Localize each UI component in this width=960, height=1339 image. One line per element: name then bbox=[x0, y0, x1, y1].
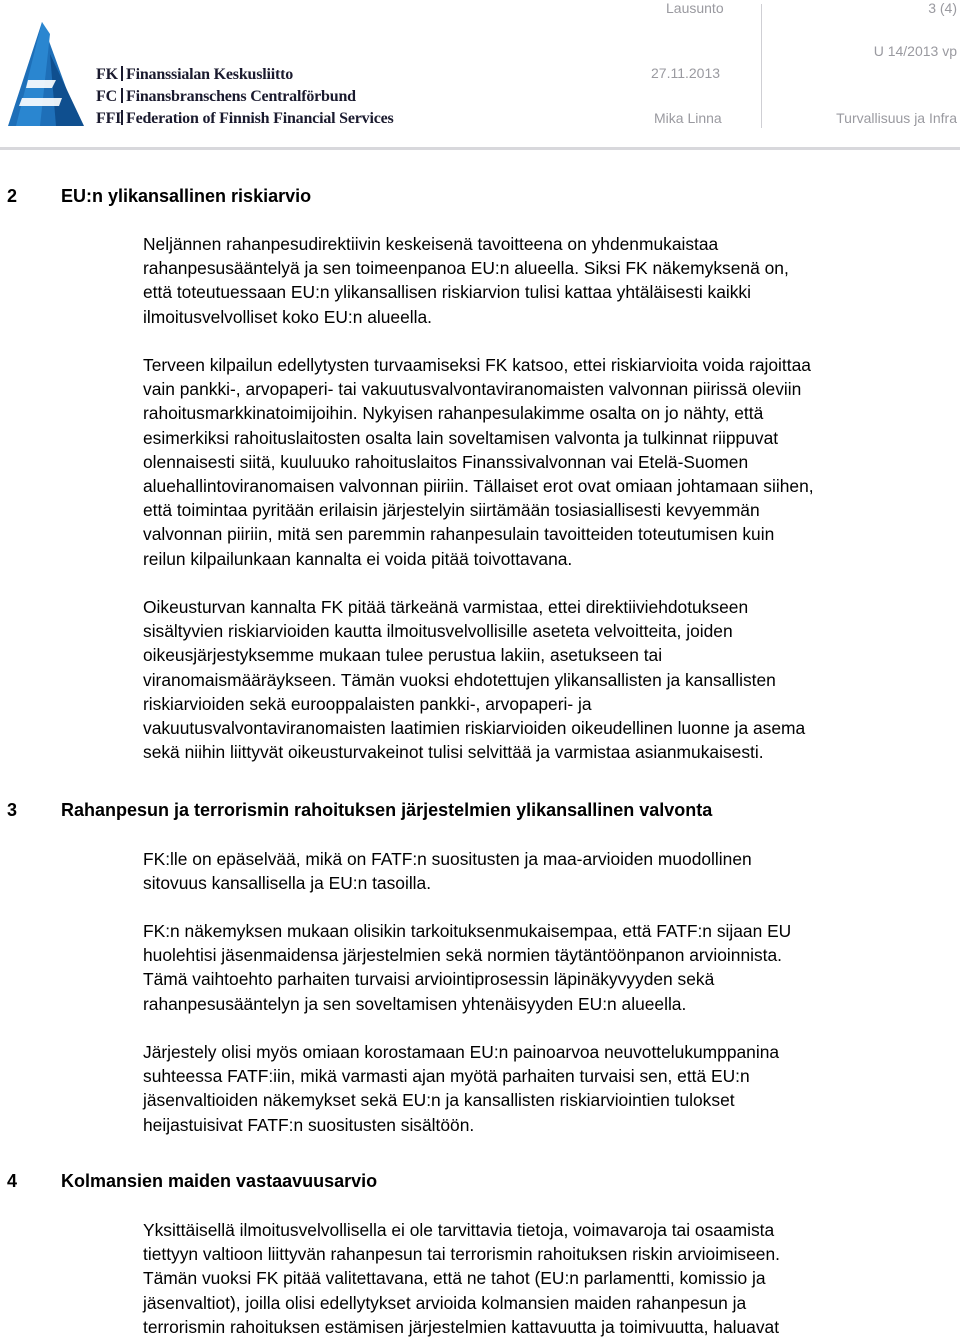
section-number: 4 bbox=[7, 1171, 18, 1191]
document-reference: U 14/2013 vp bbox=[873, 43, 957, 59]
author-name: Mika Linna bbox=[654, 110, 722, 126]
text-line: että toimintaa pyritään erilaisin järjestelyin siirtämään tosiasiallisesti kevyemmän bbox=[143, 500, 760, 521]
text-line: tiettyyn valtioon liittyvän rahanpesun tai terrorismin rahoituksen riskin arvioimiseen. bbox=[143, 1244, 780, 1265]
text-line: FK:lle on epäselvää, mikä on FATF:n suositusten ja maa-arvioiden muodollinen bbox=[143, 849, 752, 869]
text-line: heijastuisivat FATF:n suositusten sisältöön. bbox=[143, 1114, 475, 1135]
text-line: Tämän vuoksi FK pitää valitettavana, että ne tahot (EU:n parlamentti, komissio ja bbox=[143, 1268, 766, 1289]
document-date: 27.11.2013 bbox=[651, 65, 721, 81]
logo-mark-icon bbox=[6, 22, 96, 132]
text-line: aluehallintoviranomaisen valvonnan piiriin. Tällaiset erot ovat omiaan johtamaan siihen, bbox=[143, 476, 814, 497]
text-line: terrorismin rahoituksen estämisen järjestelmien kattavuutta ja toimivuutta, haluavat bbox=[143, 1316, 780, 1337]
text-line: Oikeusturvan kannalta FK pitää tärkeänä varmistaa, ettei direktiiviehdotukseen bbox=[143, 597, 749, 617]
header-divider bbox=[761, 4, 762, 128]
paragraph bbox=[143, 595, 958, 764]
logo-line-fk: FK Finanssialan Keskusliitto bbox=[96, 66, 294, 83]
section-number: 3 bbox=[7, 800, 18, 820]
paragraph bbox=[143, 353, 958, 571]
paragraph bbox=[143, 1218, 958, 1339]
text-line: Neljännen rahanpesudirektiivin keskeisenä tavoitteena on yhdenmukaistaa bbox=[143, 234, 719, 254]
text-line: rahanpesusääntelyn ja sen soveltamisen yhtenäisyyden EU:n alueella. bbox=[143, 993, 687, 1014]
text-line: Järjestely olisi myös omiaan korostamaan EU:n painoarvoa neuvottelukumppanina bbox=[143, 1042, 780, 1062]
text-line: FK:n näkemyksen mukaan olisikin tarkoituksenmukaisempaa, että FATF:n sijaan EU bbox=[143, 921, 792, 941]
text-line: olennaisesti siitä, kuuluuko rahoituslaitos Finanssivalvonnan vai Etelä-Suomen bbox=[143, 451, 749, 472]
text-line: riskiarvioiden sekä eurooppalaisten pankki-, arvopaperi- ja bbox=[143, 693, 592, 714]
ffi-logo bbox=[6, 22, 406, 132]
paragraph bbox=[143, 847, 958, 895]
text-line: jäsenvaltiot), joilla olisi edellytykset arvioida kolmansien maiden rahanpesun ja bbox=[143, 1292, 747, 1313]
section-number: 2 bbox=[7, 186, 18, 206]
text-line: oikeusjärjestyksemme mukaan tulee perustua lakiin, asetukseen tai bbox=[143, 645, 663, 666]
text-line: esimerkiksi rahoituslaitosten osalta lain soveltamisen valvonta ja tulkinnat riippuvat bbox=[143, 427, 779, 448]
text-line: rahanpesusääntelyä ja sen toimeenpanoa EU:n alueella. Siksi FK näkemyksenä on, bbox=[143, 258, 789, 279]
text-line: Tämä vaihtoehto parhaiten turvaisi arviointiprosessin läpinäkyvyyden sekä bbox=[143, 969, 715, 990]
text-line: että toteutuessaan EU:n ylikansallisen riskiarvion tulisi kattaa yhtäläisesti kaikki bbox=[143, 282, 751, 303]
text-line: reilun kilpailunkaan kannalta ei voida pitää toivottavana. bbox=[143, 548, 573, 569]
text-line: ilmoitusvelvolliset koko EU:n alueella. bbox=[143, 306, 433, 327]
header-rule bbox=[0, 147, 960, 150]
text-line: rahoitusmarkkinatoimijoihin. Nykyisen rahanpesulakimme osalta on jo nähty, että bbox=[143, 403, 764, 424]
paragraph bbox=[143, 232, 958, 329]
section-title: Rahanpesun ja terrorismin rahoituksen järjestelmien ylikansallinen valvonta bbox=[61, 800, 713, 820]
text-line: jäsenvaltioiden näkemykset sekä EU:n ja kansallisten riskiarviointien tulokset bbox=[143, 1090, 735, 1111]
section-title: Kolmansien maiden vastaavuusarvio bbox=[61, 1171, 378, 1191]
document-type: Lausunto bbox=[666, 0, 724, 16]
section-title: EU:n ylikansallinen riskiarvio bbox=[61, 186, 312, 206]
text-line: Terveen kilpailun edellytysten turvaamiseksi FK katsoo, ettei riskiarvioita voida rajoittaa bbox=[143, 355, 811, 375]
text-line: vain pankki-, arvopaperi- tai vakuutusvalvontaviranomaisten valvonnan piirissä oleviin bbox=[143, 379, 802, 400]
department-name: Turvallisuus ja Infra bbox=[836, 110, 957, 126]
text-line: huolehtisi jäsenmaidensa järjestelmien sekä normien täytäntöönpanon arvioinnista. bbox=[143, 945, 783, 966]
logo-line-fc: FC Finansbranschens Centralförbund bbox=[96, 88, 356, 105]
page-number: 3 (4) bbox=[928, 0, 957, 16]
paragraph bbox=[143, 1040, 958, 1137]
text-line: vakuutusvalvontaviranomaisten laatimien riskiarvioiden oikeudellinen luonne ja asema bbox=[143, 718, 806, 739]
text-line: sekä niihin liittyvät oikeusturvakeinot tulisi selvittää ja varmistaa asianmukaisesti. bbox=[143, 742, 764, 763]
logo-line-ffi: FFI Federation of Finnish Financial Services bbox=[96, 110, 394, 127]
text-line: sisältyvien riskiarvioiden kautta ilmoitusvelvollisille aseteta velvoitteita, joiden bbox=[143, 621, 733, 642]
text-line: valvonnan piiriin, mitä sen paremmin rahanpesulain tavoitteiden toteutumisen kuin bbox=[143, 524, 775, 545]
text-line: sitovuus kansallisella ja EU:n tasoilla. bbox=[143, 873, 432, 894]
text-line: Yksittäisellä ilmoitusvelvollisella ei ole tarvittavia tietoja, voimavaroja tai osaamista bbox=[143, 1220, 775, 1240]
paragraph bbox=[143, 919, 958, 1016]
text-line: viranomaismääräykseen. Tämän vuoksi ehdotettujen ylikansallisten ja kansallisten bbox=[143, 669, 776, 690]
text-line: suhteessa FATF:iin, mikä varmasti ajan myötä parhaiten turvaisi sen, että EU:n bbox=[143, 1066, 750, 1087]
